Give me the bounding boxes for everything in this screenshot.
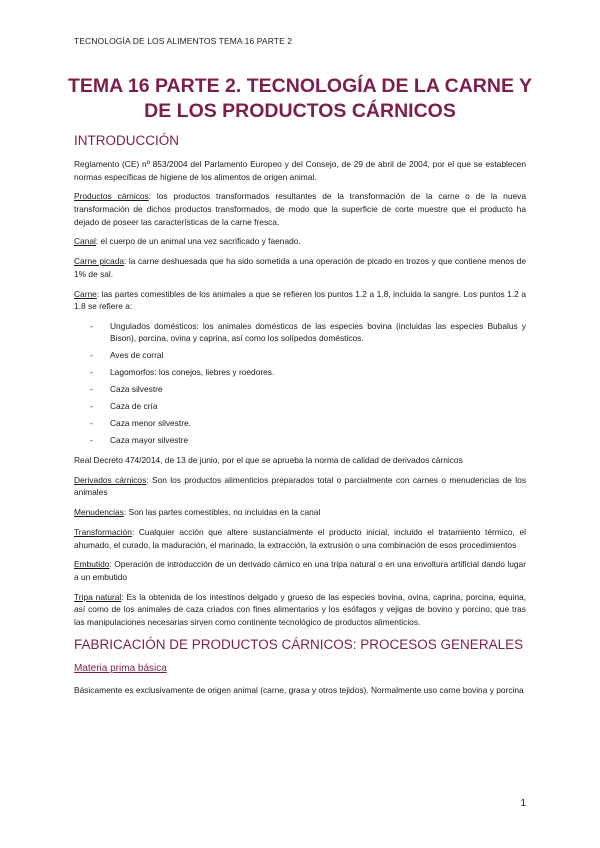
bullet-dash: - bbox=[90, 367, 93, 378]
term-carne-picada: Carne picada bbox=[74, 256, 125, 267]
definition-menudencias bbox=[74, 506, 526, 519]
definition-text: : Operación de introducción de un derivado cárnico en una tripa natural o en una envoltura artificial dando lugar a un embutido bbox=[74, 559, 526, 582]
bullet-dash: - bbox=[90, 401, 93, 412]
bullet-dash: - bbox=[90, 384, 93, 395]
term-productos-carnicos: Productos cárnicos bbox=[74, 191, 149, 202]
list-item bbox=[74, 366, 526, 379]
subsection-heading-materia-prima: Materia prima básica bbox=[74, 662, 167, 674]
definition-canal bbox=[74, 235, 526, 248]
term-menudencias: Menudencias bbox=[74, 507, 124, 518]
page-number: 1 bbox=[520, 798, 526, 809]
term-derivados-carnicos: Derivados cárnicos bbox=[74, 474, 147, 485]
list-item bbox=[74, 434, 526, 447]
paragraph-real-decreto: Real Decreto 474/2014, de 13 de junio, por el que se aprueba la norma de calidad de derivados cárnicos bbox=[74, 454, 463, 465]
definition-text: : Cualquier acción que altere sustancialmente el producto inicial, incluido el tratamiento térmico, el ahumado, el curado, la maduración, el marinado, la extracción, la extrusión o una combinación de esos procedimientos bbox=[74, 526, 526, 550]
term-canal: Canal bbox=[74, 236, 96, 247]
definition-text: : Son los productos alimenticios preparados total o parcialmente con carnes o menudencias de los animales bbox=[74, 474, 527, 498]
definition-carne-picada bbox=[74, 255, 526, 280]
list-item bbox=[74, 349, 526, 362]
definition-transformacion bbox=[74, 526, 526, 551]
paragraph-materia-prima: Básicamente es exclusivamente de origen animal (carne, grasa y otros tejidos). Normalmente uso carne bovina y porcina bbox=[74, 684, 524, 695]
definition-carne bbox=[74, 288, 526, 313]
definition-productos-carnicos bbox=[74, 190, 526, 228]
term-tripa-natural: Tripa natural bbox=[74, 591, 122, 602]
definition-derivados-carnicos bbox=[74, 474, 526, 499]
list-item-text: Caza menor silvestre. bbox=[110, 418, 191, 429]
section-heading-fabricacion: FABRICACIÓN DE PRODUCTOS CÁRNICOS: PROCESOS GENERALES bbox=[74, 636, 524, 652]
list-item bbox=[74, 383, 526, 396]
bullet-dash: - bbox=[90, 350, 93, 361]
term-transformacion: Transformación bbox=[74, 526, 132, 537]
list-item bbox=[74, 400, 526, 413]
bullet-dash: - bbox=[90, 435, 93, 446]
page-header: TECNOLOGÍA DE LOS ALIMENTOS TEMA 16 PARTE 2 bbox=[74, 36, 293, 46]
bullet-dash: - bbox=[90, 320, 93, 331]
list-item bbox=[74, 320, 526, 345]
definition-text: : Son las partes comestibles, no incluidas en la canal bbox=[123, 507, 321, 518]
section-heading-introduccion: INTRODUCCIÓN bbox=[74, 133, 179, 148]
definition-text: : las partes comestibles de los animales a que se refieren los puntos 1.2 a 1.8, incluida la sangre. Los puntos 1.2 a 1.8 se refiere a: bbox=[74, 288, 526, 312]
definition-text: : los productos transformados resultantes de la transformación de la carne o de la nueva transformación de dichos productos transformados, de modo que la superficie de corte muestre que el producto ha dejado de poseer las características de la carne fresca. bbox=[74, 191, 526, 227]
definition-tripa-natural bbox=[74, 591, 526, 629]
animal-types-list bbox=[74, 320, 526, 447]
bullet-dash: - bbox=[90, 418, 93, 429]
list-item-text: Aves de corral bbox=[110, 350, 164, 361]
term-carne: Carne bbox=[74, 288, 97, 299]
term-embutido: Embutido bbox=[74, 559, 110, 570]
list-item-text: Caza silvestre bbox=[110, 384, 163, 395]
list-item-text: Caza de cría bbox=[110, 401, 158, 412]
definition-text: : Es la obtenida de los intestinos delgado y grueso de las especies bovina, ovina, caprina, porcina, equina, así como de los animales de caza criados con fines alimentarios y los esófagos y vejigas de bovino y porcino, que tras las manipulaciones necesarias sirven como continente tecnológico de productos alimenticios. bbox=[74, 591, 526, 627]
definition-embutido bbox=[74, 558, 526, 583]
list-item-text: Caza mayor silvestre bbox=[110, 435, 189, 446]
list-item bbox=[74, 417, 526, 430]
document-body bbox=[74, 132, 526, 703]
definition-text: : el cuerpo de un animal una vez sacrificado y faenado. bbox=[95, 236, 301, 247]
paragraph-reglamento: Reglamento (CE) nº 853/2004 del Parlamento Europeo y del Consejo, de 29 de abril de 2004, por el que se establecen normas específicas de higiene de los alimentos de origen animal. bbox=[74, 159, 526, 182]
list-item-text: Ungulados domésticos: los animales domésticos de las especies bovina (incluidas las especies Bubalus y Bison), porcina, ovina y caprina, así como los solípedos domésticos. bbox=[110, 320, 526, 344]
document-title: TEMA 16 PARTE 2. TECNOLOGÍA DE LA CARNE Y DE LOS PRODUCTOS CÁRNICOS bbox=[67, 75, 533, 122]
list-item-text: Lagomorfos: los conejos, liebres y roedores. bbox=[110, 367, 275, 378]
definition-text: : la carne deshuesada que ha sido sometida a una operación de picado en trozos y que contiene menos de 1% de sal. bbox=[74, 256, 526, 279]
